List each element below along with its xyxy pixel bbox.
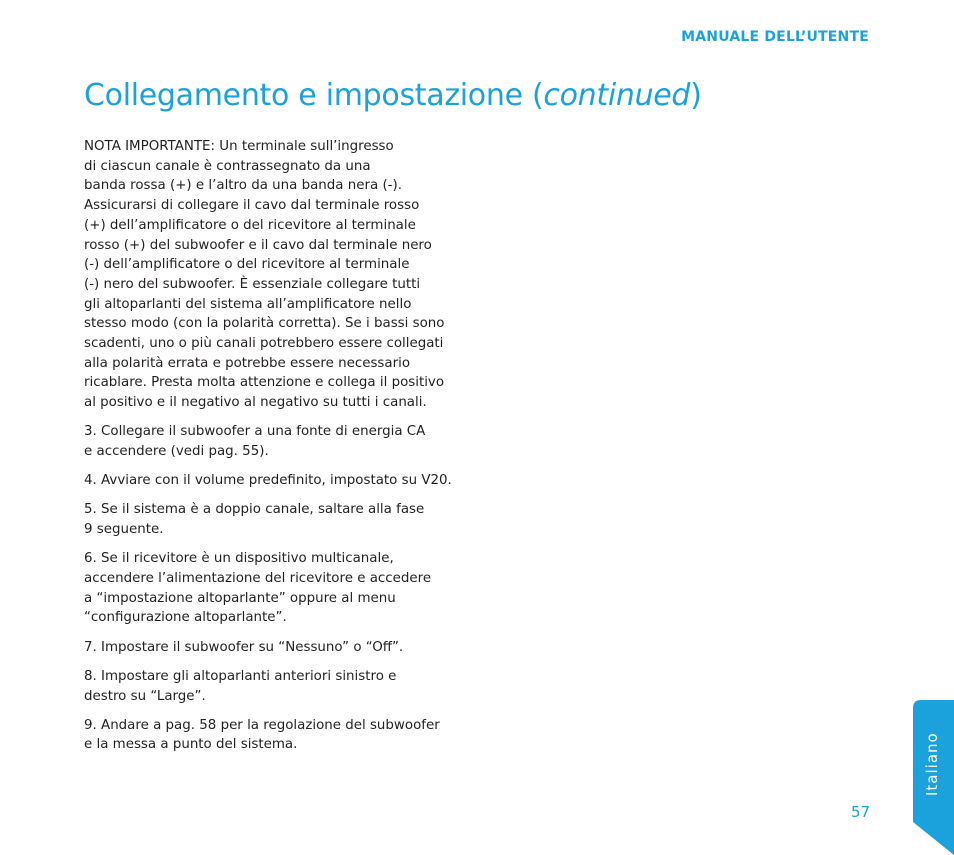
note-line: Assicurarsi di collegare il cavo dal terminale rosso [84, 198, 420, 214]
page-title [84, 78, 702, 113]
manual-header-label: MANUALE DELL’UTENTE [681, 29, 869, 45]
step-9: 9. Andare a pag. 58 per la regolazione del subwoofer e la messa a punto del sistema. [84, 717, 440, 753]
page-title-close: ) [690, 78, 702, 113]
side-tab-label: Italiano [923, 732, 941, 796]
note-line: ricablare. Presta molta attenzione e collega il positivo [84, 375, 445, 391]
body-text [84, 137, 464, 765]
step-6: 6. Se il ricevitore è un dispositivo multicanale, accendere l’alimentazione del ricevitore e accedere a “impostazione altoparlante” oppure al menu “configurazione altoparlante”. [84, 551, 432, 626]
note-line: al positivo e il negativo al negativo su tutti i canali. [84, 395, 427, 411]
note-line: (-) dell’amplificatore o del ricevitore al terminale [84, 257, 410, 273]
important-note [84, 137, 464, 413]
note-line: (-) nero del subwoofer. È essenziale collegare tutti [84, 276, 421, 292]
step-5: 5. Se il sistema è a doppio canale, saltare alla fase 9 seguente. [84, 502, 425, 538]
note-line: alla polarità errata e potrebbe essere necessario [84, 355, 411, 371]
step-3: 3. Collegare il subwoofer a una fonte di energia CA e accendere (vedi pag. 55). [84, 424, 426, 460]
page-title-italic: continued [543, 78, 691, 113]
note-line: NOTA IMPORTANTE: Un terminale sull’ingresso [84, 139, 394, 154]
step-7: 7. Impostare il subwoofer su “Nessuno” o “Off”. [84, 639, 404, 655]
note-label: NOTA IMPORTANTE: [84, 139, 216, 154]
note-line: stesso modo (con la polarità corretta). Se i bassi sono [84, 316, 445, 332]
note-line: gli altoparlanti del sistema all’amplificatore nello [84, 296, 412, 312]
note-line: di ciascun canale è contrassegnato da una [84, 158, 371, 174]
note-line: rosso (+) del subwoofer e il cavo dal terminale nero [84, 237, 432, 253]
step-8: 8. Impostare gli altoparlanti anteriori sinistro e destro su “Large”. [84, 668, 397, 704]
note-line: scadenti, uno o più canali potrebbero essere collegati [84, 336, 444, 352]
page-title-main: Collegamento e impostazione ( [84, 78, 544, 113]
note-line: (+) dell’amplificatore o del ricevitore al terminale [84, 217, 416, 233]
note-line: banda rossa (+) e l’altro da una banda nera (-). [84, 178, 402, 194]
page-number: 57 [851, 803, 871, 821]
step-4: 4. Avviare con il volume predefinito, impostato su V20. [84, 473, 452, 489]
